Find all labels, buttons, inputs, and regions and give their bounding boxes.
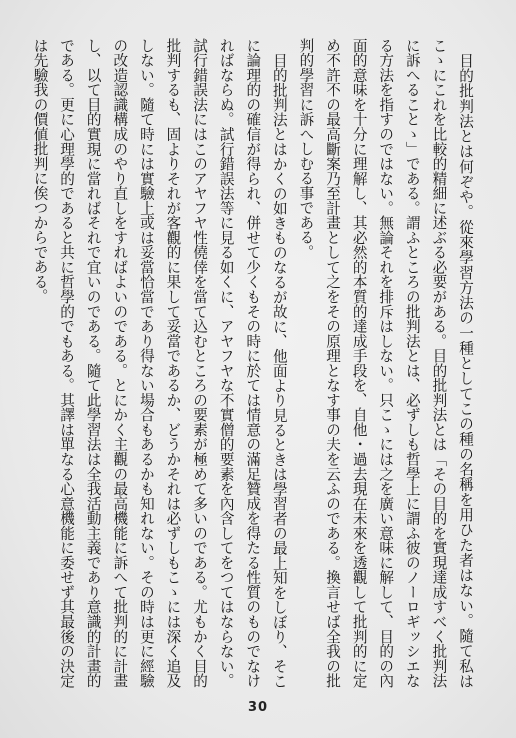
- paragraph-2: 目的批判法とはかくの如きものなるが故に、他面より見るときは學習者の最上知をしぼり、そこに論理的の確信が得られ、併せて少くもその時に於ては情意の滿足贊成を得たる性質のものでなければならぬ。試行錯誤法等に見る如くに、アヤフヤな不實僧的要素を內含してをつてはならない。試行錯誤法にはこのアヤフヤ性僥倖を當て込むところの要素が極めて多いのである。尤もかく目的批判するも、固よりそれが客觀的に果して妥當であるか、どうかそれは必ずしもこゝには深く追及しない。隨て時には實驗上或は妥當恰當であり得ない場合もあるかも知れない。その時は更に經驗の改造認識構成のやり直しをすればよいのである。とにかく主觀の最高機能に訴へて批判的に計畫し、以て目的實現に當ればそれで宜いのである。隨て此學習法は全我活動主義であり意識的計畫的である。更に心理學的であると共に哲學的でもある。其譯は單なる心意機能に委せず其最後の決定は先驗我の價値批判に俟つからである。: [31, 38, 288, 688]
- page-number: 30: [247, 700, 269, 715]
- paragraph-1: 目的批判法とは何ぞや。從來學習方法の一種としてこの種の名稱を用ひた者はない。隨て私はこゝにこれを比較的精細に述ぶる必要がある。目的批判法とは「その目的を實現達成すべく批判法に訴へることゝ」である。謂ふところの批判法とは、必ずしも哲學上に謂ふ彼のノーロギッシエなる方法を指すのではない。無論それを排斥はしない。只こゝには之を廣い意味に解して、目的の內面的意味を十分に理解し、其必然的本質的達成手段を、自他・過去現在未來を透觀して批判的に定め不許不の最高斷案乃至計畫として之をその原理となす事の夫を云ふのである。換言せば全我の批判的學習に訴へしむる事である。: [297, 38, 474, 688]
- body-text: [26, 38, 478, 688]
